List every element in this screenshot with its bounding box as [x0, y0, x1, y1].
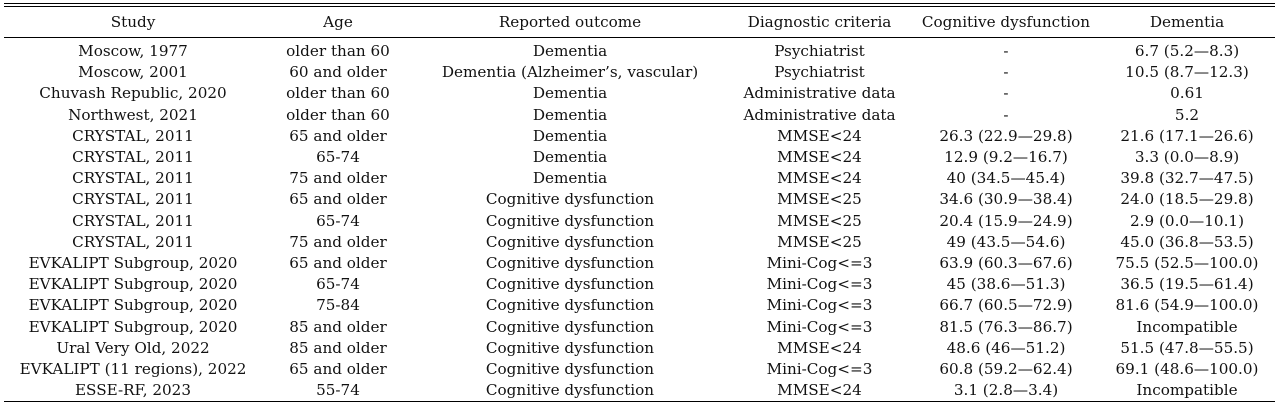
cell-study: ESSE-RF, 2023 — [74, 381, 192, 400]
cell-reported-outcome: Cognitive dysfunction — [485, 360, 655, 379]
cell-study: CRYSTAL, 2011 — [72, 169, 194, 188]
cell-study: Moscow, 1977 — [78, 42, 188, 60]
cell-diagnostic-criteria: MMSE<24 — [777, 126, 862, 145]
cell-dementia: 69.1 (48.6—100.0) — [1115, 360, 1259, 379]
cell-dementia: 6.7 (5.2—8.3) — [1134, 42, 1240, 60]
cell-diagnostic-criteria: MMSE<24 — [777, 381, 862, 400]
cell-study: EVKALIPT Subgroup, 2020 — [28, 317, 238, 336]
cell-reported-outcome: Dementia — [532, 42, 608, 60]
cell-diagnostic-criteria: Mini-Cog<=3 — [766, 317, 873, 336]
cell-cognitive-dysfunction: - — [1003, 42, 1009, 60]
cell-age: 65 and older — [289, 126, 387, 145]
bottom-rule — [4, 401, 1275, 402]
cell-reported-outcome: Cognitive dysfunction — [485, 317, 655, 336]
table-row — [4, 359, 1275, 380]
cell-cognitive-dysfunction: 81.5 (76.3—86.7) — [939, 317, 1073, 336]
cell-dementia: 45.0 (36.8—53.5) — [1120, 232, 1254, 251]
cell-reported-outcome: Dementia (Alzheimer’s, vascular) — [441, 63, 699, 82]
cell-study: EVKALIPT Subgroup, 2020 — [28, 254, 238, 273]
cell-reported-outcome: Cognitive dysfunction — [485, 232, 655, 251]
cell-reported-outcome: Cognitive dysfunction — [485, 211, 655, 230]
cell-age: older than 60 — [286, 105, 390, 124]
cell-age: 65-74 — [316, 275, 360, 294]
cell-diagnostic-criteria: MMSE<24 — [777, 338, 862, 357]
cell-study: CRYSTAL, 2011 — [72, 232, 194, 251]
table-body — [4, 38, 1275, 401]
cell-age: 65 and older — [289, 254, 387, 273]
cell-reported-outcome: Cognitive dysfunction — [485, 254, 655, 273]
cell-diagnostic-criteria: Administrative data — [743, 105, 896, 124]
cell-dementia: 36.5 (19.5—61.4) — [1120, 275, 1254, 294]
table-row — [4, 38, 1275, 62]
cell-dementia: 39.8 (32.7—47.5) — [1120, 169, 1254, 188]
cell-study: Moscow, 2001 — [78, 63, 188, 82]
table-row — [4, 83, 1275, 104]
cell-diagnostic-criteria: MMSE<25 — [777, 211, 862, 230]
cell-age: 75 and older — [289, 169, 387, 188]
prevalence-table-body — [4, 38, 1275, 401]
cell-diagnostic-criteria: Mini-Cog<=3 — [766, 296, 873, 315]
cell-age: 75-84 — [316, 296, 360, 315]
header-age: Age — [323, 13, 353, 31]
cell-age: 65 and older — [289, 190, 387, 209]
cell-age: older than 60 — [286, 84, 390, 103]
header-row — [4, 7, 1275, 37]
cell-diagnostic-criteria: Psychiatrist — [774, 63, 865, 82]
cell-dementia: 75.5 (52.5—100.0) — [1115, 254, 1259, 273]
cell-age: 65-74 — [316, 211, 360, 230]
prevalence-table-container — [4, 3, 1275, 402]
table-row — [4, 105, 1275, 126]
cell-diagnostic-criteria: MMSE<25 — [777, 232, 862, 251]
cell-cognitive-dysfunction: 20.4 (15.9—24.9) — [939, 211, 1073, 230]
table-header — [4, 7, 1275, 37]
table-row — [4, 274, 1275, 295]
cell-dementia: 0.61 — [1170, 84, 1204, 103]
cell-reported-outcome: Dementia — [532, 126, 608, 145]
cell-study: Northwest, 2021 — [68, 105, 198, 124]
cell-age: 55-74 — [316, 381, 360, 400]
table-row — [4, 317, 1275, 338]
cell-cognitive-dysfunction: - — [1003, 105, 1009, 124]
cell-dementia: 3.3 (0.0—8.9) — [1134, 148, 1240, 167]
cell-age: 85 and older — [289, 338, 387, 357]
cell-study: CRYSTAL, 2011 — [72, 211, 194, 230]
cell-cognitive-dysfunction: 66.7 (60.5—72.9) — [939, 296, 1073, 315]
table-row — [4, 232, 1275, 253]
cell-study: EVKALIPT Subgroup, 2020 — [28, 296, 238, 315]
cell-diagnostic-criteria: MMSE<24 — [777, 169, 862, 188]
cell-reported-outcome: Cognitive dysfunction — [485, 296, 655, 315]
table-row — [4, 295, 1275, 316]
cell-reported-outcome: Dementia — [532, 169, 608, 188]
cell-study: CRYSTAL, 2011 — [72, 126, 194, 145]
table-row — [4, 253, 1275, 274]
cell-dementia: 2.9 (0.0—10.1) — [1130, 211, 1244, 230]
cell-cognitive-dysfunction: 63.9 (60.3—67.6) — [939, 254, 1073, 273]
cell-reported-outcome: Cognitive dysfunction — [485, 381, 655, 400]
cell-cognitive-dysfunction: - — [1003, 84, 1009, 103]
cell-dementia: 21.6 (17.1—26.6) — [1120, 126, 1254, 145]
table-row — [4, 126, 1275, 147]
table-row — [4, 168, 1275, 189]
cell-reported-outcome: Dementia — [532, 148, 608, 167]
cell-dementia: 5.2 — [1174, 105, 1200, 124]
header-cognitive-dysfunction: Cognitive dysfunction — [921, 13, 1091, 31]
cell-dementia: 51.5 (47.8—55.5) — [1120, 338, 1254, 357]
cell-diagnostic-criteria: MMSE<24 — [777, 148, 862, 167]
cell-diagnostic-criteria: MMSE<25 — [777, 190, 862, 209]
cell-dementia: 24.0 (18.5—29.8) — [1120, 190, 1254, 209]
top-rule — [4, 3, 1275, 4]
cell-diagnostic-criteria: Psychiatrist — [774, 42, 865, 60]
cell-dementia: Incompatible — [1136, 317, 1238, 336]
cell-reported-outcome: Dementia — [532, 105, 608, 124]
cell-cognitive-dysfunction: 12.9 (9.2—16.7) — [944, 148, 1068, 167]
cell-dementia: 10.5 (8.7—12.3) — [1125, 63, 1249, 82]
cell-cognitive-dysfunction: 34.6 (30.9—38.4) — [939, 190, 1073, 209]
table-row — [4, 380, 1275, 401]
cell-cognitive-dysfunction: 48.6 (46—51.2) — [946, 338, 1066, 357]
cell-diagnostic-criteria: Mini-Cog<=3 — [766, 275, 873, 294]
cell-reported-outcome: Cognitive dysfunction — [485, 275, 655, 294]
header-reported-outcome: Reported outcome — [498, 13, 642, 31]
header-dementia: Dementia — [1149, 13, 1225, 31]
cell-cognitive-dysfunction: 26.3 (22.9—29.8) — [939, 126, 1073, 145]
table-row — [4, 62, 1275, 83]
header-study: Study — [110, 13, 156, 31]
table-row — [4, 147, 1275, 168]
prevalence-table — [4, 7, 1275, 37]
cell-cognitive-dysfunction: 3.1 (2.8—3.4) — [953, 381, 1059, 400]
cell-age: older than 60 — [286, 42, 390, 60]
cell-age: 65-74 — [316, 148, 360, 167]
header-diagnostic-criteria: Diagnostic criteria — [747, 13, 892, 31]
cell-cognitive-dysfunction: - — [1003, 63, 1009, 82]
cell-reported-outcome: Dementia — [532, 84, 608, 103]
cell-dementia: Incompatible — [1136, 381, 1238, 400]
table-row — [4, 211, 1275, 232]
cell-cognitive-dysfunction: 40 (34.5—45.4) — [946, 169, 1066, 188]
table-row — [4, 189, 1275, 210]
cell-study: Ural Very Old, 2022 — [56, 338, 210, 357]
cell-cognitive-dysfunction: 60.8 (59.2—62.4) — [939, 360, 1073, 379]
cell-age: 75 and older — [289, 232, 387, 251]
cell-reported-outcome: Cognitive dysfunction — [485, 338, 655, 357]
cell-age: 65 and older — [289, 360, 387, 379]
cell-study: CRYSTAL, 2011 — [72, 190, 194, 209]
cell-study: EVKALIPT (11 regions), 2022 — [19, 360, 247, 379]
cell-study: Chuvash Republic, 2020 — [39, 84, 227, 103]
cell-age: 60 and older — [289, 63, 387, 82]
cell-reported-outcome: Cognitive dysfunction — [485, 190, 655, 209]
cell-cognitive-dysfunction: 49 (43.5—54.6) — [946, 232, 1066, 251]
table-row — [4, 338, 1275, 359]
cell-age: 85 and older — [289, 317, 387, 336]
cell-cognitive-dysfunction: 45 (38.6—51.3) — [946, 275, 1066, 294]
cell-diagnostic-criteria: Administrative data — [743, 84, 896, 103]
cell-study: EVKALIPT Subgroup, 2020 — [28, 275, 238, 294]
cell-dementia: 81.6 (54.9—100.0) — [1115, 296, 1259, 315]
cell-study: CRYSTAL, 2011 — [72, 148, 194, 167]
cell-diagnostic-criteria: Mini-Cog<=3 — [766, 360, 873, 379]
cell-diagnostic-criteria: Mini-Cog<=3 — [766, 254, 873, 273]
